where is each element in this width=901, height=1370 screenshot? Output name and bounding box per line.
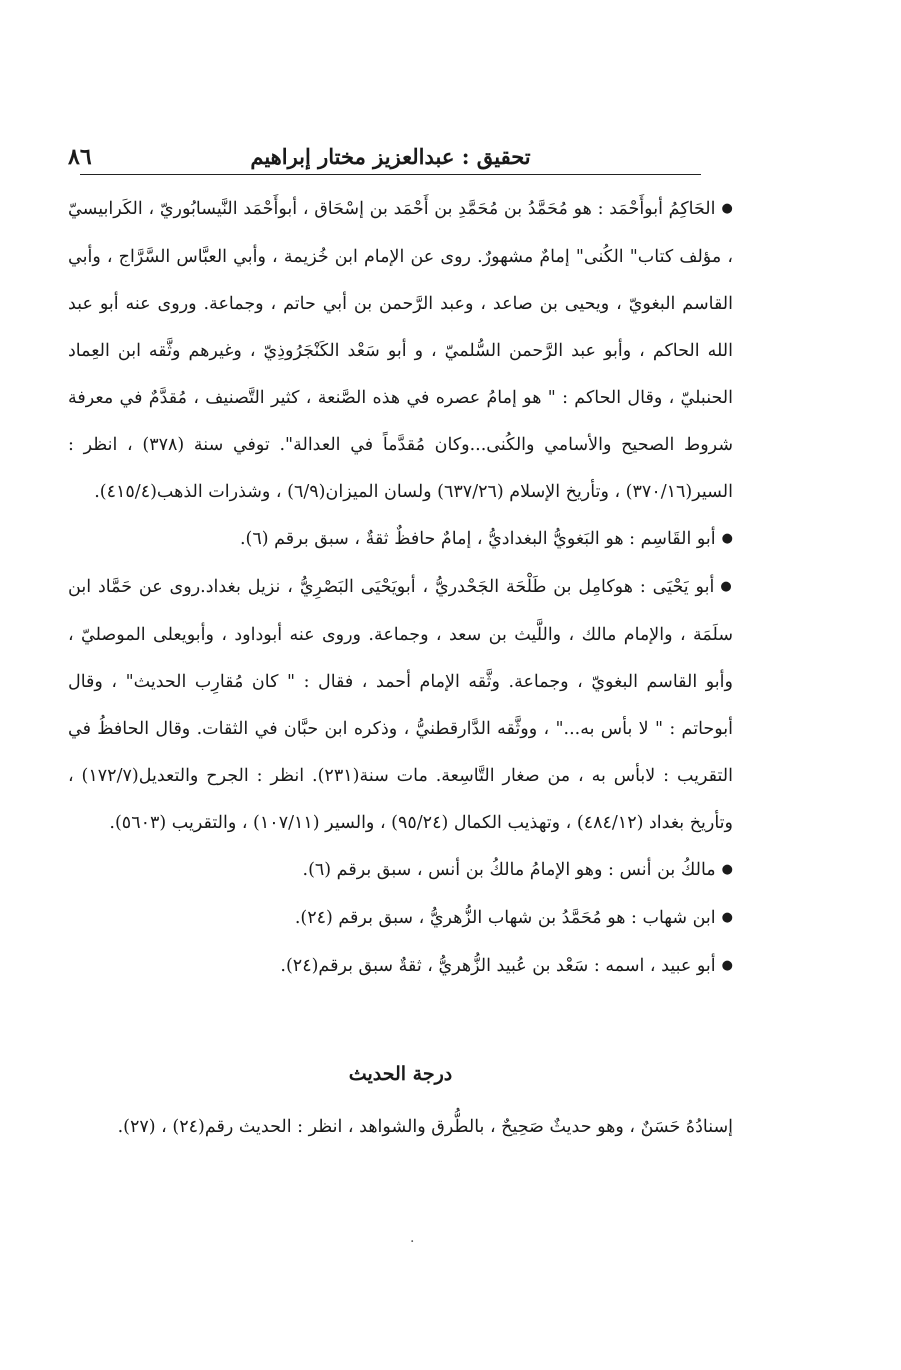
scan-mark: ·: [410, 1234, 415, 1250]
narrator-entry-abu-yahya: ● أبو يَحْيَى : هوكامِل بن طَلْحَة الجَحْدريُّ ، أبويَحْيَى البَصْرِيُّ ، نزيل بغداد.روى عن حَمَّاد ابن سلَمَة ، والإمام مالك ، واللَّيث بن سعد ، وجماعة. وروى عنه أبوداود ، وأبويعلى الموصليّ ، وأبو القاسم البغويّ ، وجماعة. وثَّقه الإمام أحمد ، فقال : " كان مُقارِب الحديث" ، وقال أبوحاتم : " لا بأس به..." ، ووثَّقه الدَّارقطنيُّ ، وذكره ابن حبَّان في الثقات. وقال الحافظُ في التقريب : لابأس به ، من صغار التَّاسِعة. مات سنة(٢٣١). انظر : الجرح والتعديل(١٧٢/٧) ، وتأريخ بغداد (٤٨٤/١٢) ، وتهذيب الكمال (٩٥/٢٤) ، والسير (١٠٧/١١) ، والتقريب (٥٦٠٣).: [68, 564, 733, 847]
narrator-entry-malik: ● مالكُ بن أنس : وهو الإمامُ مالكُ بن أنس ، سبق برقم (٦).: [68, 847, 733, 895]
page-body: [68, 186, 733, 1151]
page-number: ٨٦: [68, 144, 92, 170]
section-title: درجة الحديث: [348, 1063, 453, 1085]
narrator-entry-ibn-shihab: ● ابن شهاب : هو مُحَمَّدُ بن شهاب الزُّهريُّ ، سبق برقم (٢٤).: [68, 895, 733, 943]
narrator-entry-abu-al-qasim: ● أبو القَاسِم : هو البَغويُّ البغداديُّ ، إمامٌ حافظٌ ثقةٌ ، سبق برقم (٦).: [68, 516, 733, 564]
running-head: تحقيق : عبدالعزيز مختار إبراهيم: [250, 144, 531, 169]
narrator-entry-abu-ubaid: ● أبو عبيد ، اسمه : سَعْد بن عُبيد الزُّهريُّ ، ثقةٌ سبق برقم(٢٤).: [68, 943, 733, 991]
page-header: [68, 140, 701, 175]
narrator-entry-al-hakim: ● الحَاكِمُ أبوأَحْمَد : هو مُحَمَّدُ بن مُحَمَّدِ بن أَحْمَد بن إسْحَاق ، أبوأَحْمَد النَّيسابُوريّ ، الكَرابيسيّ ، مؤلف كتاب" الكُنى" إمامٌ مشهورٌ. روى عن الإمام ابن خُزيمة ، وأبي العبَّاس السَّرَّاج ، وأبي القاسم البغويّ ، ويحيى بن صاعد ، وعبد الرَّحمن بن أبي حاتم ، وجماعة. وروى عنه أبو عبد الله الحاكم ، وأبو عبد الرَّحمن السُّلميّ ، و أبو سَعْد الكَنْجَرُوذِيّ ، وغيرهم وثَّقه ابن العِماد الحنبليّ ، وقال الحاكم : " هو إمامُ عصره في هذه الصَّنعة ، كثير التَّصنيف ، مُقدَّمٌ في معرفة شروط الصحيح والأسامي والكُنى...وكان مُقدَّماً في العدالة". توفي سنة (٣٧٨) ، انظر : السير(٣٧٠/١٦) ، وتأريخ الإسلام (٦٣٧/٢٦) ولسان الميزان(٦/٩) ، وشذرات الذهب(٤١٥/٤).: [68, 186, 733, 516]
section-text: إسنادُهُ حَسَنٌ ، وهو حديثٌ صَحِيحٌ ، بالطُّرق والشواهد ، انظر : الحديث رقم(٢٤) ، (٢٧).: [117, 1117, 733, 1137]
